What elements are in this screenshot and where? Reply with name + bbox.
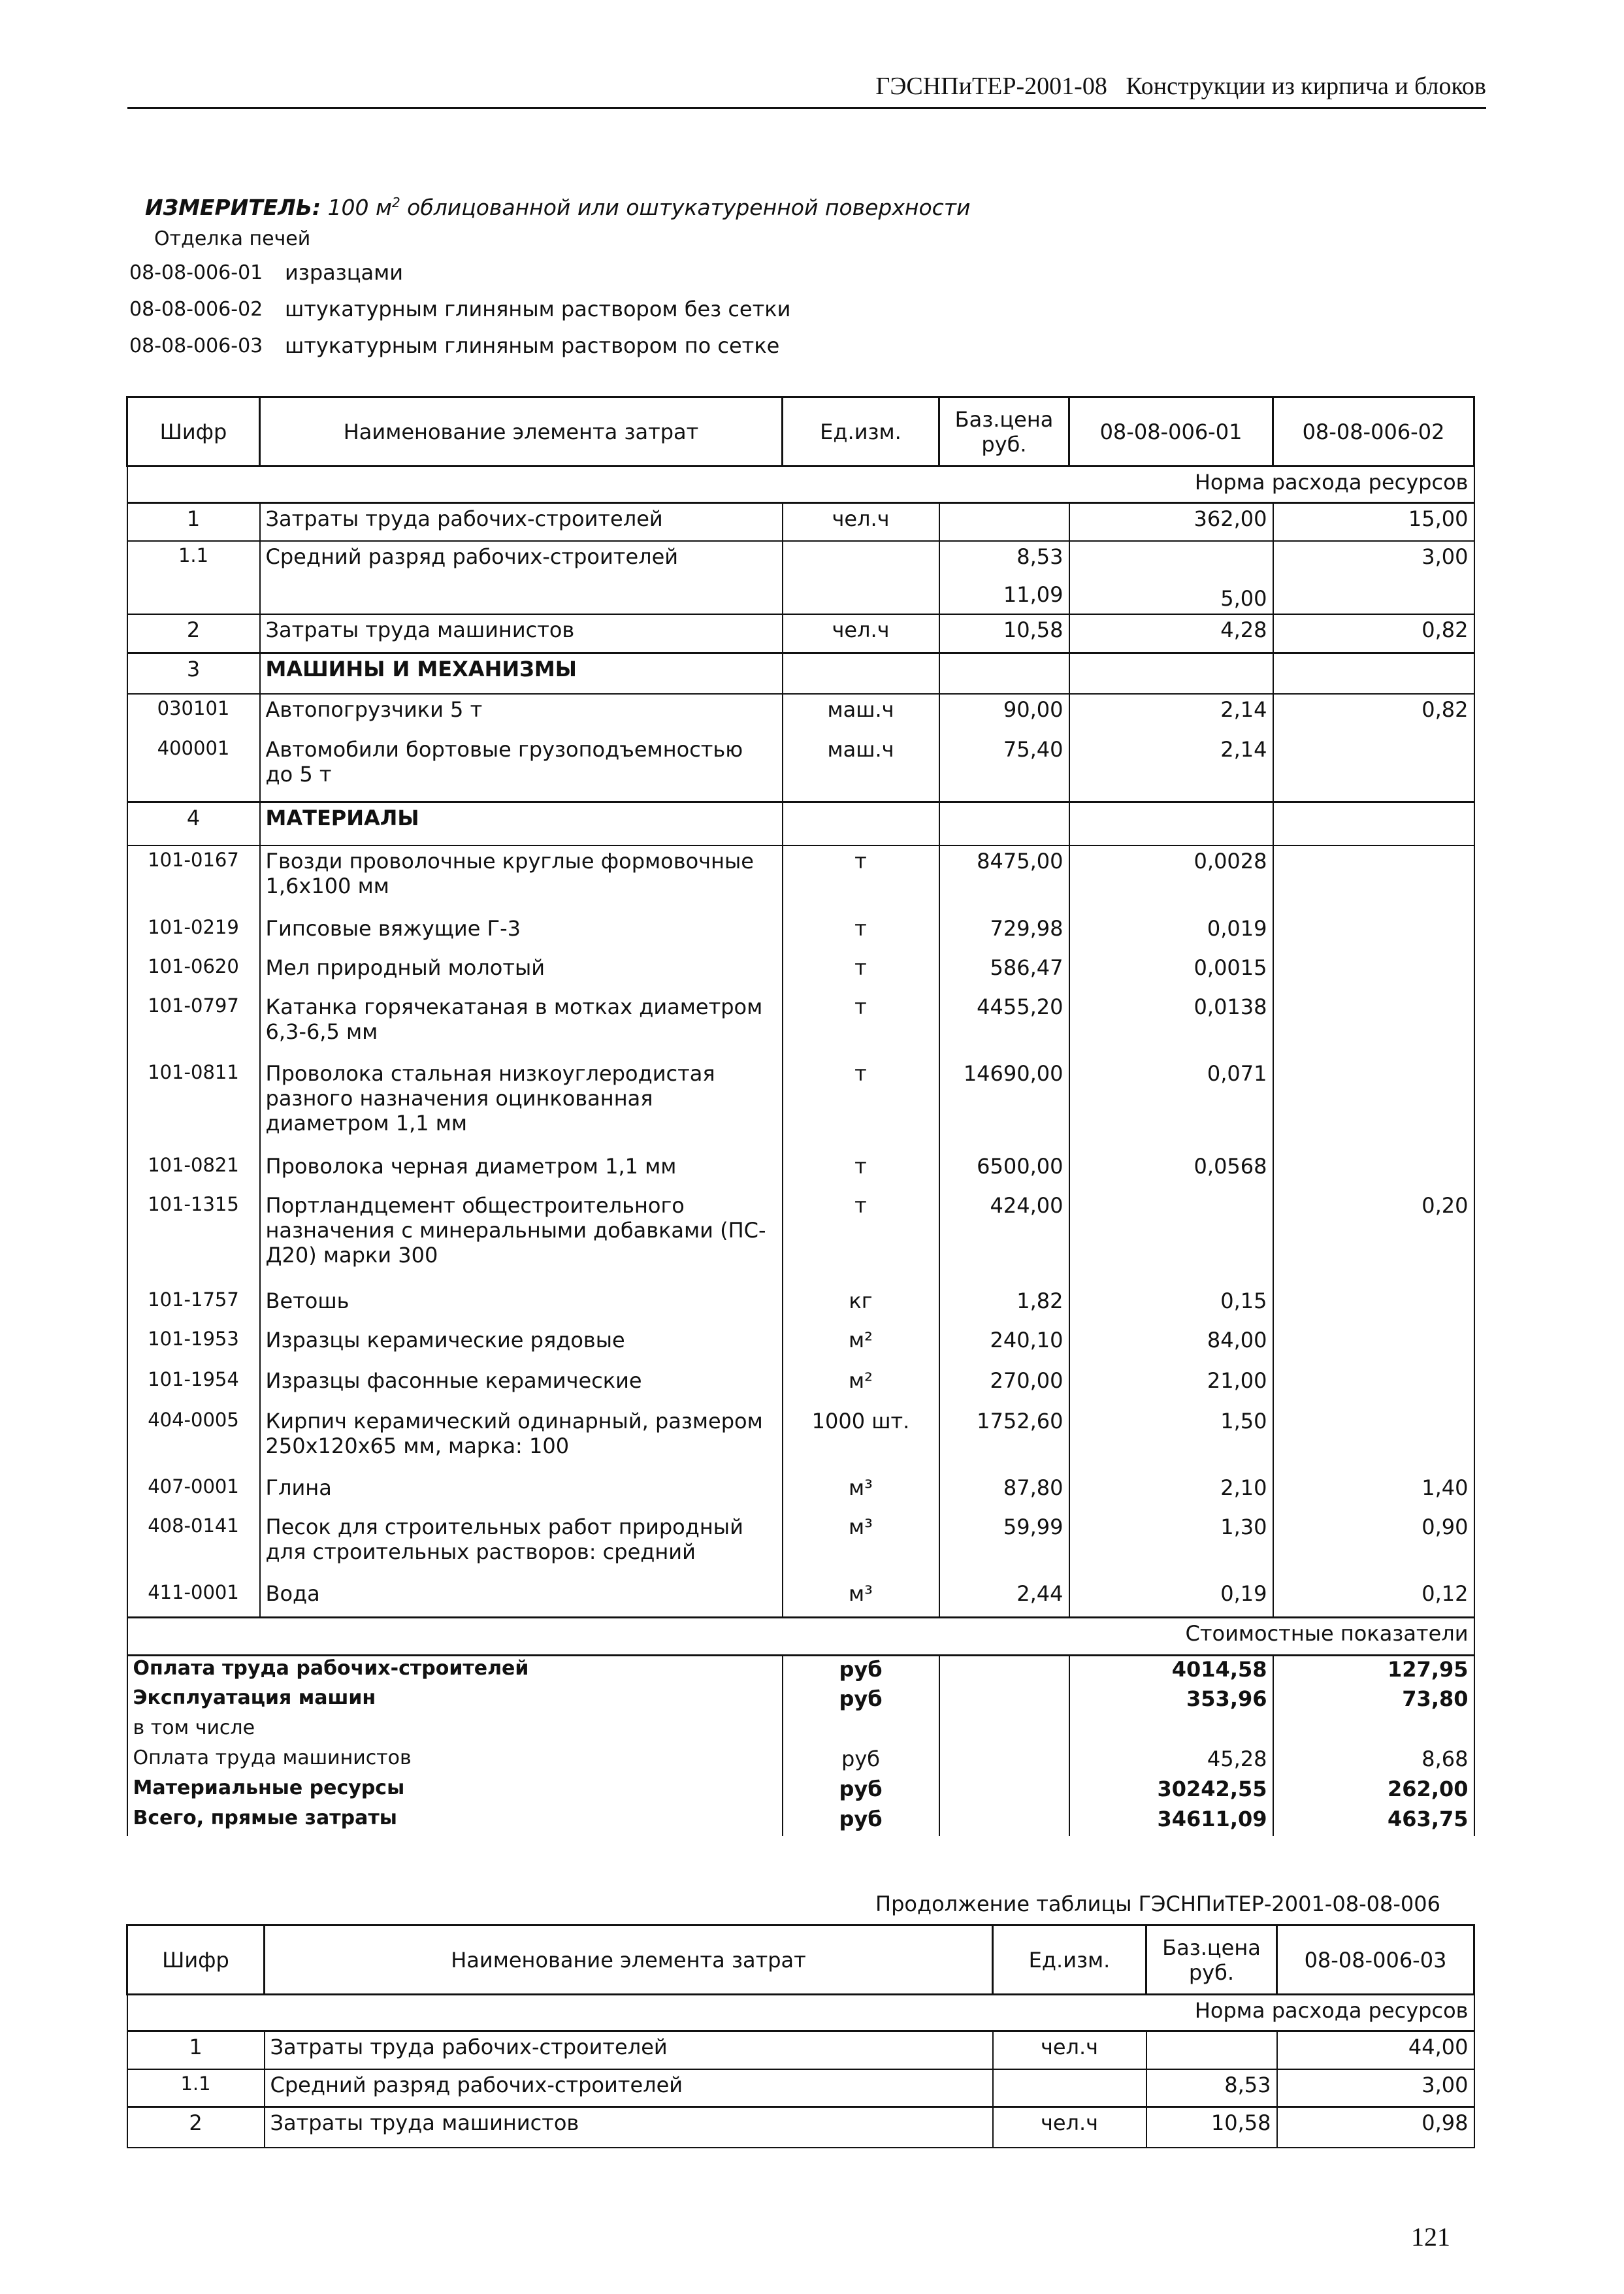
row-unit: т: [783, 1190, 939, 1286]
summary-label-a: Всего,: [133, 1806, 204, 1829]
summary-label: [127, 1806, 783, 1836]
summary-row: [127, 1716, 1474, 1746]
row-price: [939, 503, 1069, 541]
table-row: [127, 953, 1474, 992]
summary-v2: 8,68: [1273, 1746, 1474, 1776]
measure-line: [145, 195, 970, 220]
row-v1: 21,00: [1069, 1366, 1273, 1406]
summary-unit: руб: [783, 1806, 939, 1836]
variant-code: 08-08-006-02: [129, 298, 263, 321]
table-row: [127, 614, 1474, 653]
row-name: Затраты труда рабочих-строителей: [265, 2031, 993, 2069]
row-v2: [1273, 1406, 1474, 1473]
row-v1: 0,0015: [1069, 953, 1273, 992]
price-a: 8,53: [1016, 544, 1064, 569]
header-code: ГЭСНПиТЕР-2001-08: [875, 73, 1107, 100]
band-norm: Норма расхода ресурсов: [127, 1995, 1474, 2031]
col-header-name: Наименование элемента затрат: [265, 1925, 993, 1995]
table-header-row: [127, 397, 1474, 467]
row-v2: [1273, 953, 1474, 992]
row-v1: 0,019: [1069, 913, 1273, 953]
row-code: 101-1954: [127, 1366, 260, 1406]
row-v2: [1273, 1325, 1474, 1366]
row-code: 411-0001: [127, 1579, 260, 1618]
row-v1: 0,19: [1069, 1579, 1273, 1618]
row-code: 4: [127, 802, 260, 845]
row-name: Проволока стальная низкоуглеродистая разного назначения оцинкованная диаметром 1,1 мм: [260, 1058, 783, 1151]
page-number: 121: [1411, 2222, 1450, 2252]
row-v2: 3,00: [1273, 541, 1474, 614]
row-code: 101-0797: [127, 992, 260, 1058]
row-unit: чел.ч: [783, 503, 939, 541]
row-price: 729,98: [939, 913, 1069, 953]
row-price: 1752,60: [939, 1406, 1069, 1473]
row-v1: 84,00: [1069, 1325, 1273, 1366]
row-v2: [1273, 1058, 1474, 1151]
row-name: Автомобили бортовые грузоподъемностью до 5 т: [260, 734, 783, 802]
measure-sup: 2: [391, 195, 400, 210]
row-name: Ветошь: [260, 1286, 783, 1325]
table-row: [127, 1286, 1474, 1325]
summary-row: [127, 1776, 1474, 1806]
summary-v1: 34611,09: [1069, 1806, 1273, 1836]
running-header: [127, 65, 1486, 109]
row-unit: м²: [783, 1366, 939, 1406]
row-unit: м³: [783, 1512, 939, 1579]
row-v2: [1273, 845, 1474, 913]
row-code: 101-0219: [127, 913, 260, 953]
row-code: 101-0167: [127, 845, 260, 913]
row-code: 400001: [127, 734, 260, 802]
row-name: МАШИНЫ И МЕХАНИЗМЫ: [260, 653, 783, 694]
row-unit: чел.ч: [783, 614, 939, 653]
row-price: 10,58: [939, 614, 1069, 653]
table-row: [127, 503, 1474, 541]
table-row: [127, 1366, 1474, 1406]
row-v2: 0,90: [1273, 1512, 1474, 1579]
summary-v1: 353,96: [1069, 1686, 1273, 1716]
table-row: [127, 653, 1474, 694]
row-price: 87,80: [939, 1473, 1069, 1512]
row-v1: 362,00: [1069, 503, 1273, 541]
col-header-unit: Ед.изм.: [783, 397, 939, 467]
materials-body: [127, 845, 1474, 1618]
row-v1: 4,28: [1069, 614, 1273, 653]
row-code: 1.1: [127, 2069, 265, 2107]
row-v2: [1273, 1366, 1474, 1406]
summary-price: [939, 1686, 1069, 1716]
summary-label-b: прямые затраты: [204, 1806, 397, 1829]
t2-body: [127, 2031, 1474, 2148]
summary-v1: 4014,58: [1069, 1656, 1273, 1686]
summary-row: [127, 1746, 1474, 1776]
row-price: 1,82: [939, 1286, 1069, 1325]
row-code: 2: [127, 614, 260, 653]
row-unit: кг: [783, 1286, 939, 1325]
measure-text-after: облицованной или оштукатуренной поверхности: [400, 195, 971, 220]
table-row: [127, 992, 1474, 1058]
row-name: Проволока черная диаметром 1,1 мм: [260, 1151, 783, 1190]
summary-label: [127, 1716, 783, 1746]
row-v1: 0,071: [1069, 1058, 1273, 1151]
summary-v2: 127,95: [1273, 1656, 1474, 1686]
col-header-name: Наименование элемента затрат: [260, 397, 783, 467]
table-row: [127, 1579, 1474, 1618]
row-v1: 0,0028: [1069, 845, 1273, 913]
row-v1: 0,15: [1069, 1286, 1273, 1325]
row-v1: 3,00: [1277, 2069, 1474, 2107]
col-header-code: Шифр: [127, 1925, 265, 1995]
row-name: Изразцы фасонные керамические: [260, 1366, 783, 1406]
table-row: [127, 694, 1474, 734]
header-title: Конструкции из кирпича и блоков: [1126, 73, 1486, 100]
summary-price: [939, 1656, 1069, 1686]
row-name: Кирпич керамический одинарный, размером 250х120х65 мм, марка: 100: [260, 1406, 783, 1473]
row-unit: маш.ч: [783, 694, 939, 734]
continuation-table: [126, 1924, 1475, 2148]
row-v2: 0,20: [1273, 1190, 1474, 1286]
variant-text: штукатурным глиняным раствором по сетке: [285, 333, 780, 358]
row-unit: 1000 шт.: [783, 1406, 939, 1473]
row-v2: 15,00: [1273, 503, 1474, 541]
row-v1: 44,00: [1277, 2031, 1474, 2069]
summary-label-b: машин: [291, 1686, 376, 1709]
summary-label-a: Эксплуатация: [133, 1686, 292, 1709]
table-row: [127, 913, 1474, 953]
row-code: 101-0620: [127, 953, 260, 992]
measure-label: ИЗМЕРИТЕЛЬ:: [145, 195, 321, 220]
row-price: 14690,00: [939, 1058, 1069, 1151]
row-name: Портландцемент общестроительного назначения с минеральными добавками (ПС-Д20) марки 300: [260, 1190, 783, 1286]
row-price: 6500,00: [939, 1151, 1069, 1190]
table-row: [127, 1406, 1474, 1473]
table-row: [127, 1512, 1474, 1579]
summary-unit: [783, 1716, 939, 1746]
row-price: 424,00: [939, 1190, 1069, 1286]
col-header-col1: 08-08-006-01: [1069, 397, 1273, 467]
table-header-row: [127, 1925, 1474, 1995]
row-unit: чел.ч: [993, 2031, 1146, 2069]
table-row: [127, 2031, 1474, 2069]
row-unit: т: [783, 953, 939, 992]
summary-v2: [1273, 1716, 1474, 1746]
row-price: 75,40: [939, 734, 1069, 802]
table-row: [127, 541, 1474, 614]
band-norm: Норма расхода ресурсов: [127, 467, 1474, 503]
row-code: 101-1953: [127, 1325, 260, 1366]
row-v1: 2,10: [1069, 1473, 1273, 1512]
row-name: Затраты труда машинистов: [265, 2107, 993, 2148]
row-price: 8,53: [1146, 2069, 1277, 2107]
measure-text: 100 м: [327, 195, 392, 220]
row-unit: маш.ч: [783, 734, 939, 802]
row-unit: м³: [783, 1579, 939, 1618]
row-unit: м²: [783, 1325, 939, 1366]
col-header-col2: 08-08-006-02: [1273, 397, 1474, 467]
summary-label-a: в том числе: [133, 1716, 255, 1739]
row-code: 101-0811: [127, 1058, 260, 1151]
summary-v1: 45,28: [1069, 1746, 1273, 1776]
row-price: 2,44: [939, 1579, 1069, 1618]
summary-price: [939, 1746, 1069, 1776]
row-name: Средний разряд рабочих-строителей: [260, 541, 783, 614]
row-v1: 2,14: [1069, 694, 1273, 734]
band-cost: Стоимостные показатели: [127, 1618, 1474, 1656]
summary-row: [127, 1656, 1474, 1686]
summary-body: [127, 1656, 1474, 1836]
row-code: 1: [127, 2031, 265, 2069]
row-v2: 0,82: [1273, 614, 1474, 653]
row-price: 90,00: [939, 694, 1069, 734]
row-v2: 0,82: [1273, 694, 1474, 734]
summary-label-b: ресурсы: [302, 1776, 405, 1799]
row-unit: [783, 541, 939, 614]
summary-row: [127, 1806, 1474, 1836]
table-row: [127, 1058, 1474, 1151]
row-v1: [1069, 1190, 1273, 1286]
summary-v2: 73,80: [1273, 1686, 1474, 1716]
row-price: 586,47: [939, 953, 1069, 992]
row-v2: [1273, 1151, 1474, 1190]
table-row: [127, 734, 1474, 802]
table-row: [127, 1473, 1474, 1512]
row-code: 3: [127, 653, 260, 694]
variant-text: изразцами: [285, 260, 404, 285]
table-row: [127, 802, 1474, 845]
price-b: 11,09: [1003, 582, 1064, 607]
col-header-price: Баз.цена руб.: [1146, 1925, 1277, 1995]
row-price: 59,99: [939, 1512, 1069, 1579]
summary-unit: руб: [783, 1656, 939, 1686]
table-row: [127, 845, 1474, 913]
variant-text: штукатурным глиняным раствором без сетки: [285, 297, 791, 321]
summary-price: [939, 1806, 1069, 1836]
row-unit: т: [783, 1151, 939, 1190]
table-row: [127, 1325, 1474, 1366]
row-name: Вода: [260, 1579, 783, 1618]
row-name: Гвозди проволочные круглые формовочные 1,6х100 мм: [260, 845, 783, 913]
row-unit: м³: [783, 1473, 939, 1512]
variant-code: 08-08-006-03: [129, 335, 263, 357]
resource-table: [126, 396, 1475, 1836]
summary-row: [127, 1686, 1474, 1716]
row-name: МАТЕРИАЛЫ: [260, 802, 783, 845]
row-price: 8475,00: [939, 845, 1069, 913]
row-name: Изразцы керамические рядовые: [260, 1325, 783, 1366]
row-v2: [1273, 734, 1474, 802]
row-code: 101-1315: [127, 1190, 260, 1286]
summary-v2: 463,75: [1273, 1806, 1474, 1836]
row-code: 404-0005: [127, 1406, 260, 1473]
summary-v2: 262,00: [1273, 1776, 1474, 1806]
summary-v1: [1069, 1716, 1273, 1746]
row-price: 10,58: [1146, 2107, 1277, 2148]
col-header-code: Шифр: [127, 397, 260, 467]
row-name: Автопогрузчики 5 т: [260, 694, 783, 734]
continuation-caption: Продолжение таблицы ГЭСНПиТЕР-2001-08-08-006: [875, 1892, 1440, 1916]
row-code: 1: [127, 503, 260, 541]
row-v1: 2,14: [1069, 734, 1273, 802]
summary-label-a: Материальные: [133, 1776, 303, 1799]
row-unit: чел.ч: [993, 2107, 1146, 2148]
table-row: [127, 1190, 1474, 1286]
summary-label-a: Оплата труда машинистов: [133, 1746, 412, 1769]
row-price: [1146, 2031, 1277, 2069]
summary-unit: руб: [783, 1776, 939, 1806]
row-name: Затраты труда машинистов: [260, 614, 783, 653]
summary-unit: руб: [783, 1686, 939, 1716]
row-v2: [1273, 913, 1474, 953]
row-unit: [993, 2069, 1146, 2107]
summary-label-a: Оплата: [133, 1657, 216, 1680]
variant-code: 08-08-006-01: [129, 261, 263, 284]
row-v1: 1,30: [1069, 1512, 1273, 1579]
row-code: 2: [127, 2107, 265, 2148]
row-code: 101-0821: [127, 1151, 260, 1190]
row-price: 240,10: [939, 1325, 1069, 1366]
row-price: 270,00: [939, 1366, 1069, 1406]
row-name: Затраты труда рабочих-строителей: [260, 503, 783, 541]
col-header-unit: Ед.изм.: [993, 1925, 1146, 1995]
summary-unit: руб: [783, 1746, 939, 1776]
summary-price: [939, 1776, 1069, 1806]
row-code: 408-0141: [127, 1512, 260, 1579]
row-unit: т: [783, 992, 939, 1058]
col-header-col1: 08-08-006-03: [1277, 1925, 1474, 1995]
summary-v1: 30242,55: [1069, 1776, 1273, 1806]
row-price: 4455,20: [939, 992, 1069, 1058]
summary-label: [127, 1656, 783, 1686]
row-name: Катанка горячекатаная в мотках диаметром 6,3-6,5 мм: [260, 992, 783, 1058]
row-v2: 0,12: [1273, 1579, 1474, 1618]
row-v1: 0,98: [1277, 2107, 1474, 2148]
table-row: [127, 1151, 1474, 1190]
row-v1: 0,0568: [1069, 1151, 1273, 1190]
row-unit: т: [783, 1058, 939, 1151]
row-code: 030101: [127, 694, 260, 734]
subtitle: Отделка печей: [154, 227, 311, 250]
summary-label: [127, 1746, 783, 1776]
row-unit: т: [783, 913, 939, 953]
summary-label: [127, 1776, 783, 1806]
row-v2: [1273, 1286, 1474, 1325]
row-v2: [1273, 992, 1474, 1058]
table-row: [127, 2107, 1474, 2148]
row-name: Песок для строительных работ природный для строительных растворов: средний: [260, 1512, 783, 1579]
row-v1: 5,00: [1069, 541, 1273, 614]
row-name: Средний разряд рабочих-строителей: [265, 2069, 993, 2107]
row-name: Гипсовые вяжущие Г-3: [260, 913, 783, 953]
row-v1: 0,0138: [1069, 992, 1273, 1058]
summary-price: [939, 1716, 1069, 1746]
summary-label: [127, 1686, 783, 1716]
summary-label-b: труда рабочих-строителей: [215, 1657, 529, 1680]
row-name: Мел природный молотый: [260, 953, 783, 992]
row-v2: 1,40: [1273, 1473, 1474, 1512]
row-unit: т: [783, 845, 939, 913]
col-header-price: Баз.цена руб.: [939, 397, 1069, 467]
row-name: Глина: [260, 1473, 783, 1512]
row-v1: 1,50: [1069, 1406, 1273, 1473]
row-price: [939, 541, 1069, 614]
row-code: 1.1: [127, 541, 260, 614]
row-code: 407-0001: [127, 1473, 260, 1512]
table-row: [127, 2069, 1474, 2107]
row-code: 101-1757: [127, 1286, 260, 1325]
